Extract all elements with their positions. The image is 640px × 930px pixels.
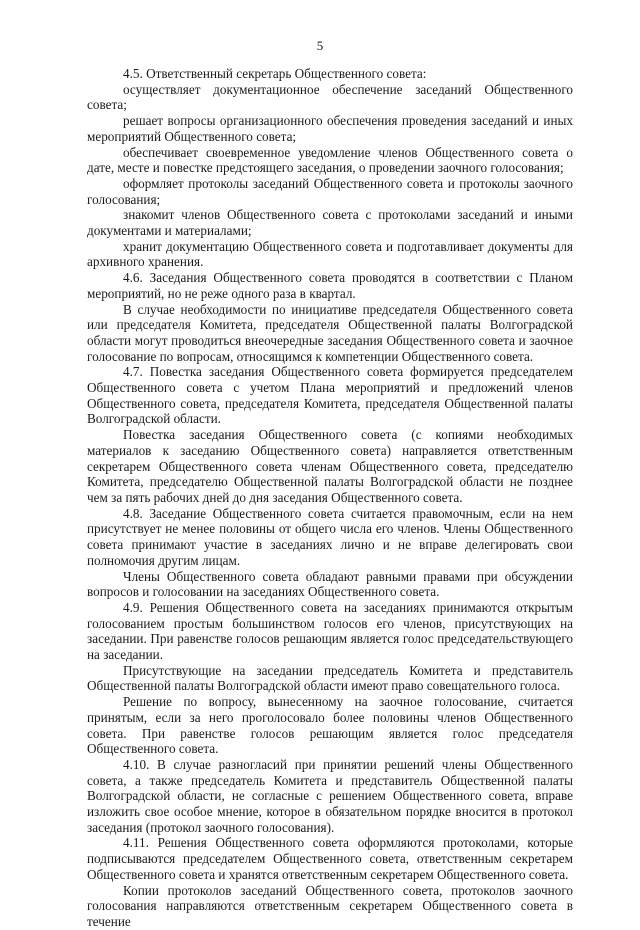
paragraph: 4.9. Решения Общественного совета на заседаниях принимаются открытым голосованием простым большинством голосов его членов, присутствующих на заседании. При равенстве голосов решающим является голос председательствующего на заседании. [87, 599, 573, 663]
paragraph: В случае необходимости по инициативе председателя Общественного совета или председателя Комитета, председателя Общественной палаты Волгоградской области могут проводиться внеочередные заседания Общественного совета и заочное голосование по вопросам, относящимся к компетенции Общественного совета. [87, 301, 573, 364]
page-number: 5 [316, 38, 324, 53]
paragraph: Члены Общественного совета обладают равными правами при обсуждении вопросов и голосовании на заседаниях Общественного совета. [87, 568, 573, 600]
paragraph: Присутствующие на заседании председатель Комитета и представитель Общественной палаты Волгоградской области имеют право совещательного голоса. [87, 662, 573, 694]
paragraph: Копии протоколов заседаний Общественного совета, протоколов заочного голосования направляются ответственным секретарем Общественного совета в течение [87, 882, 573, 929]
paragraph: 4.8. Заседание Общественного совета считается правомочным, если на нем присутствует не менее половины от общего числа его членов. Члены Общественного совета принимают участие в заседаниях лично и не вправе делегировать свои полномочия другим лицам. [87, 505, 573, 568]
document-body [87, 66, 573, 930]
paragraph: 4.7. Повестка заседания Общественного совета формируется председателем Общественного совета с учетом Плана мероприятий и предложений членов Общественного совета, председателя Комитета, председателя Общественной палаты Волгоградской области. [87, 364, 573, 427]
paragraph: 4.10. В случае разногласий при принятии решений члены Общественного совета, а также председатель Комитета и представитель Общественной палаты Волгоградской области, не согласные с решением Общественного совета, вправе изложить свое особое мнение, которое в обязательном порядке вносится в протокол заседания (протокол заочного голосования). [87, 756, 573, 835]
paragraph: осуществляет документационное обеспечение заседаний Общественного совета; [87, 81, 573, 113]
paragraph: Повестка заседания Общественного совета (с копиями необходимых материалов к заседанию Общественного совета) направляется ответственным секретарем Общественного совета членам Общественного совета, председателю Комитета, председателю Общественной палаты Волгоградской области не позднее чем за пять рабочих дней до дня заседания Общественного совета. [87, 427, 573, 505]
paragraph: хранит документацию Общественного совета и подготавливает документы для архивного хранения. [87, 238, 573, 270]
paragraph: 4.5. Ответственный секретарь Общественного совета: [123, 66, 427, 81]
paragraph: оформляет протоколы заседаний Общественного совета и протоколы заочного голосования; [87, 175, 573, 207]
paragraph: знакомит членов Общественного совета с протоколами заседаний и иными документами и материалами; [87, 207, 573, 239]
paragraph: решает вопросы организационного обеспечения проведения заседаний и иных мероприятий Общественного совета; [87, 113, 573, 144]
paragraph: Решение по вопросу, вынесенному на заочное голосование, считается принятым, если за него проголосовало более половины членов Общественного совета. При равенстве голосов решающим является голос председателя Общественного совета. [87, 694, 573, 757]
paragraph: 4.11. Решения Общественного совета оформляются протоколами, которые подписываются председателем Общественного совета, ответственным секретарем Общественного совета и хранятся ответственным секретарем Общественного совета. [87, 835, 573, 882]
paragraph: 4.6. Заседания Общественного совета проводятся в соответствии с Планом мероприятий, но не реже одного раза в квартал. [87, 270, 573, 301]
paragraph: обеспечивает своевременное уведомление членов Общественного совета о дате, месте и повестке предстоящего заседания, о проведении заочного голосования; [87, 144, 573, 176]
